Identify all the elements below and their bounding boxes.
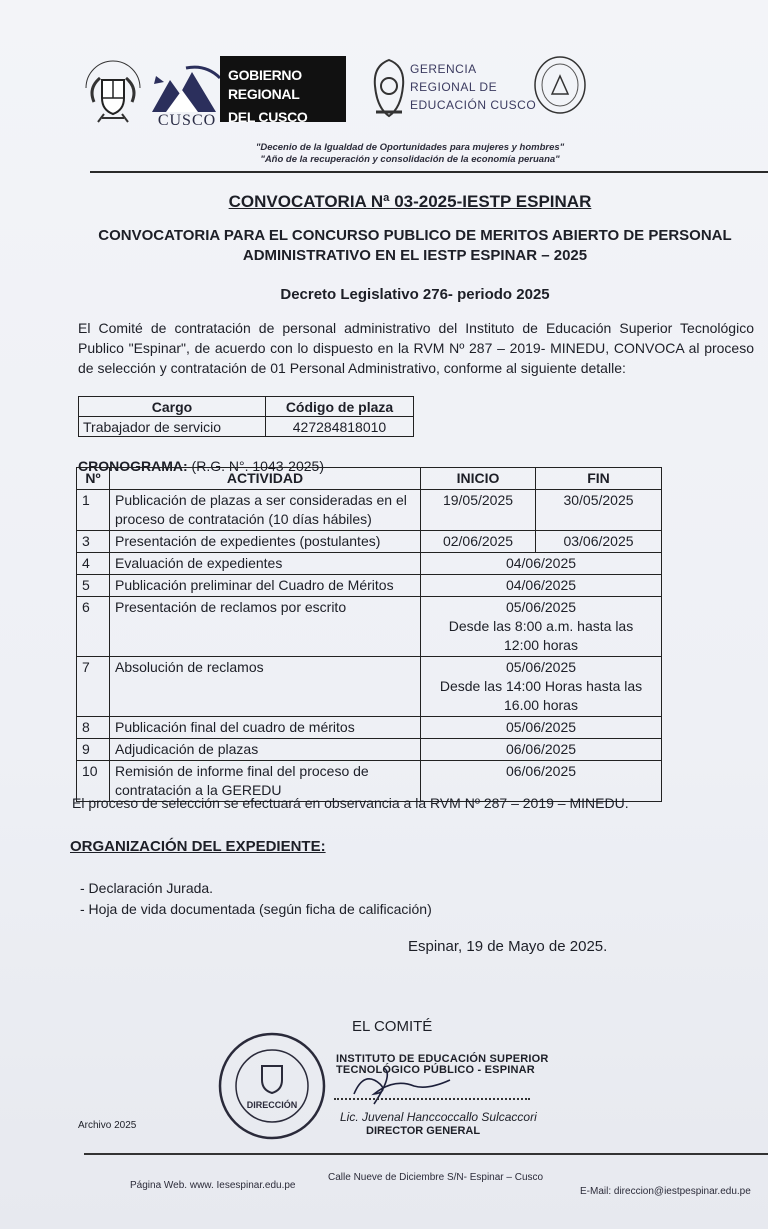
row-num: 4	[77, 553, 110, 575]
footer-divider	[84, 1153, 768, 1155]
slogan-line-2: "Año de la recuperación y consolidación de la economía peruana"	[260, 154, 560, 165]
cronograma-ref: (R.G. N°. 1043-2025)	[187, 458, 324, 474]
row-inicio: 02/06/2025	[421, 531, 536, 553]
header-logos	[80, 52, 600, 136]
cronograma-table	[76, 467, 662, 802]
requirements-list	[80, 878, 432, 920]
cronograma-title: CRONOGRAMA:	[78, 458, 188, 474]
comite-label: EL COMITÉ	[352, 1018, 433, 1035]
row-date: 04/06/2025	[421, 553, 662, 575]
table-row	[77, 531, 662, 553]
header-divider	[90, 171, 768, 173]
row-date: 06/06/2025	[421, 761, 662, 802]
row-activity: Publicación preliminar del Cuadro de Méritos	[110, 575, 421, 597]
row-activity: Adjudicación de plazas	[110, 739, 421, 761]
list-item: - Declaración Jurada.	[80, 880, 214, 896]
col-num: Nº	[77, 468, 110, 490]
row-date: 04/06/2025	[421, 575, 662, 597]
row-activity: Presentación de reclamos por escrito	[110, 597, 421, 657]
cargo-table	[78, 396, 414, 437]
direction-stamp-icon	[216, 1030, 328, 1142]
director-title: DIRECTOR GENERAL	[366, 1125, 481, 1137]
col-actividad: ACTIVIDAD	[110, 468, 421, 490]
iestp-seal-icon	[532, 54, 588, 116]
cargo-value: Trabajador de servicio	[79, 417, 266, 437]
row-date-value: 05/06/2025	[505, 659, 577, 675]
row-date-note: Desde las 8:00 a.m. hasta las	[448, 618, 634, 634]
table-row	[77, 597, 662, 657]
closing-statement: El proceso de selección se efectuará en observancia a la RVM Nº 287 – 2019 – MINEDU.	[72, 795, 629, 811]
handwritten-signature-icon	[344, 1066, 464, 1106]
gobierno-regional-logo	[220, 56, 346, 125]
codigo-value: 427284818010	[265, 417, 413, 437]
col-inicio: INICIO	[421, 468, 536, 490]
table-row	[77, 575, 662, 597]
codigo-header: Código de plaza	[265, 397, 413, 417]
cusco-wordmark: CUSCO	[157, 112, 217, 129]
row-fin: 30/05/2025	[536, 490, 662, 531]
row-activity: Evaluación de expedientes	[110, 553, 421, 575]
row-num: 10	[77, 761, 110, 802]
gerencia-line-2: REGIONAL DE	[410, 80, 498, 94]
stamp-center-text: DIRECCIÓN	[246, 1100, 298, 1110]
slogan	[240, 142, 580, 166]
gerencia-emblem-icon	[368, 56, 410, 120]
table-row	[77, 490, 662, 531]
row-activity: Presentación de expedientes (postulantes)	[110, 531, 421, 553]
row-date-note-2: 12:00 horas	[504, 637, 578, 653]
table-row	[77, 657, 662, 717]
row-num: 1	[77, 490, 110, 531]
row-num: 6	[77, 597, 110, 657]
row-date	[421, 597, 662, 657]
table-row	[77, 739, 662, 761]
gerencia-regional-text	[410, 60, 540, 114]
place-date: Espinar, 19 de Mayo de 2025.	[408, 938, 608, 955]
row-date	[421, 657, 662, 717]
row-date: 06/06/2025	[421, 739, 662, 761]
footer-address: Calle Nueve de Diciembre S/N- Espinar – Cusco	[328, 1172, 544, 1183]
row-activity: Absolución de reclamos	[110, 657, 421, 717]
decree-line: Decreto Legislativo 276- periodo 2025	[280, 286, 550, 303]
row-fin: 03/06/2025	[536, 531, 662, 553]
table-row	[77, 717, 662, 739]
row-inicio: 19/05/2025	[421, 490, 536, 531]
row-date-note-2: 16.00 horas	[504, 697, 578, 713]
organization-heading: ORGANIZACIÓN DEL EXPEDIENTE:	[70, 838, 326, 855]
cargo-header: Cargo	[79, 397, 266, 417]
row-num: 7	[77, 657, 110, 717]
institution-line-1: INSTITUTO DE EDUCACIÓN SUPERIOR	[336, 1053, 549, 1065]
row-activity: Publicación de plazas a ser consideradas en el proceso de contratación (10 días hábiles)	[110, 490, 421, 531]
row-num: 9	[77, 739, 110, 761]
institution-line-2: TECNOLÓGICO PÚBLICO - ESPINAR	[336, 1064, 535, 1076]
row-num: 3	[77, 531, 110, 553]
signature-line	[334, 1098, 530, 1100]
list-item: - Hoja de vida documentada (según ficha de calificación)	[80, 901, 432, 917]
footer-website[interactable]: Página Web. www. Iesespinar.edu.pe	[130, 1180, 296, 1191]
gobierno-line-2: DEL CUSCO	[228, 109, 308, 125]
gobierno-line-1: GOBIERNO REGIONAL	[228, 67, 302, 102]
slogan-line-1: "Decenio de la Igualdad de Oportunidades para mujeres y hombres"	[255, 142, 565, 153]
gerencia-line-1: GERENCIA	[410, 62, 477, 76]
row-num: 8	[77, 717, 110, 739]
row-activity: Publicación final del cuadro de méritos	[110, 717, 421, 739]
director-name: Lic. Juvenal Hanccoccallo Sulcaccori	[340, 1110, 537, 1124]
table-row	[77, 553, 662, 575]
row-num: 5	[77, 575, 110, 597]
row-date-note: Desde las 14:00 Horas hasta las	[439, 678, 643, 694]
footer-email[interactable]: E-Mail: direccion@iestpespinar.edu.pe	[580, 1186, 751, 1197]
page-title: CONVOCATORIA Nª 03-2025-IESTP ESPINAR	[228, 192, 592, 211]
subtitle: CONVOCATORIA PARA EL CONCURSO PUBLICO DE MERITOS ABIERTO DE PERSONAL ADMINISTRATIVO EN EL IESTP ESPINAR – 2025	[98, 227, 732, 264]
row-activity: Remisión de informe final del proceso de contratación a la GEREDU	[110, 761, 421, 802]
col-fin: FIN	[536, 468, 662, 490]
peru-coat-of-arms-icon	[80, 58, 146, 128]
intro-paragraph: El Comité de contratación de personal administrativo del Instituto de Educación Superior Tecnológico Publico "Espinar", de acuerdo con lo dispuesto en la RVM Nº 287 – 2019- MINEDU, CONVOCA al proceso de selección y contratación de 01 Personal Administrativo, conforme al siguiente detalle:	[78, 320, 754, 376]
row-date-value: 05/06/2025	[505, 599, 577, 615]
row-date: 05/06/2025	[421, 717, 662, 739]
gerencia-line-3: EDUCACIÓN CUSCO	[410, 98, 537, 112]
archive-label: Archivo 2025	[78, 1120, 137, 1131]
